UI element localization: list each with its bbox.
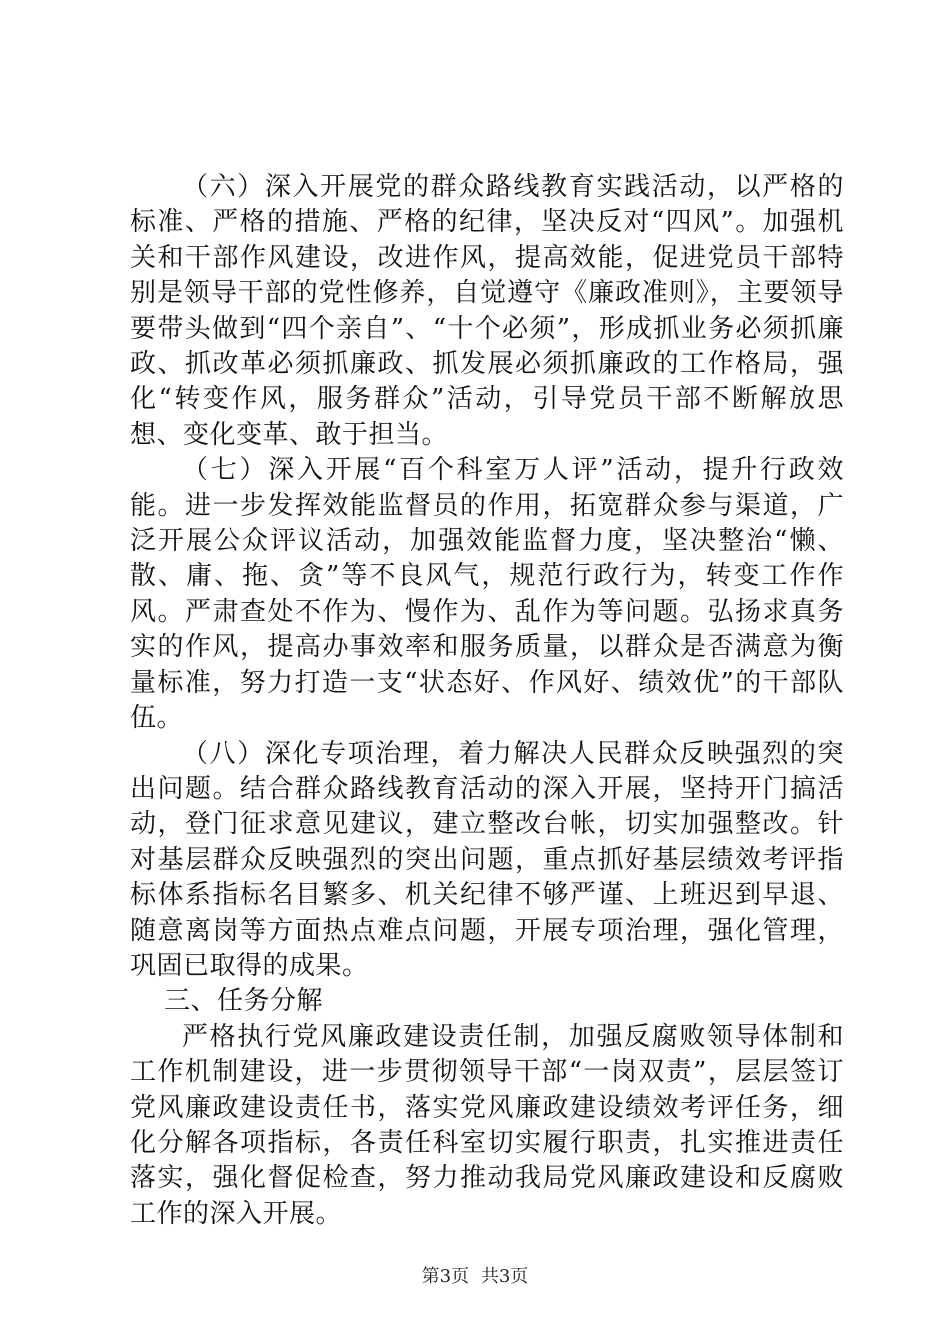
document-body bbox=[130, 170, 844, 1232]
page-total: 共3页 bbox=[480, 1266, 529, 1287]
section-heading: 三、任务分解 bbox=[164, 986, 324, 1017]
page-footer bbox=[0, 1262, 950, 1288]
paragraph-six: （六）深入开展党的群众路线教育实践活动，以严格的标准、严格的措施、严格的纪律，坚决反对“四风”。加强机关和干部作风建设，改进作风，提高效能，促进党员干部特别是领导干部的党性修养，自觉遵守《廉政准则》，主要领导要带头做到“四个亲自”、“十个必须”，形成抓业务必须抓廉政、抓改革必须抓廉政、抓发展必须抓廉政的工作格局，强化“转变作风，服务群众”活动，引导党员干部不断解放思想、变化变革、敢于担当。 bbox=[130, 172, 844, 450]
paragraph-seven: （七）深入开展“百个科室万人评”活动，提升行政效能。进一步发挥效能监督员的作用，拓宽群众参与渠道，广泛开展公众评议活动，加强效能监督力度，坚决整治“懒、散、庸、拖、贪”等不良风气，规范行政行为，转变工作作风。严肃查处不作为、慢作为、乱作为等问题。弘扬求真务实的作风，提高办事效率和服务质量，以群众是否满意为衡量标准，努力打造一支“状态好、作风好、绩效优”的干部队伍。 bbox=[130, 455, 844, 734]
paragraph-task-breakdown: 严格执行党风廉政建设责任制，加强反腐败领导体制和工作机制建设，进一步贯彻领导干部“一岗双责”，层层签订党风廉政建设责任书，落实党风廉政建设绩效考评任务，细化分解各项指标，各责任科室切实履行职责，扎实推进责任落实，强化督促检查，努力推动我局党风廉政建设和反腐败工作的深入开展。 bbox=[130, 1021, 844, 1229]
page-number: 第3页 bbox=[421, 1266, 470, 1287]
paragraph-eight: （八）深化专项治理，着力解决人民群众反映强烈的突出问题。结合群众路线教育活动的深入开展，坚持开门搞活动，登门征求意见建议，建立整改台帐，切实加强整改。针对基层群众反映强烈的突出问题，重点抓好基层绩效考评指标体系指标名目繁多、机关纪律不够严谨、上班迟到早退、随意离岗等方面热点难点问题，开展专项治理，强化管理，巩固已取得的成果。 bbox=[130, 738, 844, 981]
